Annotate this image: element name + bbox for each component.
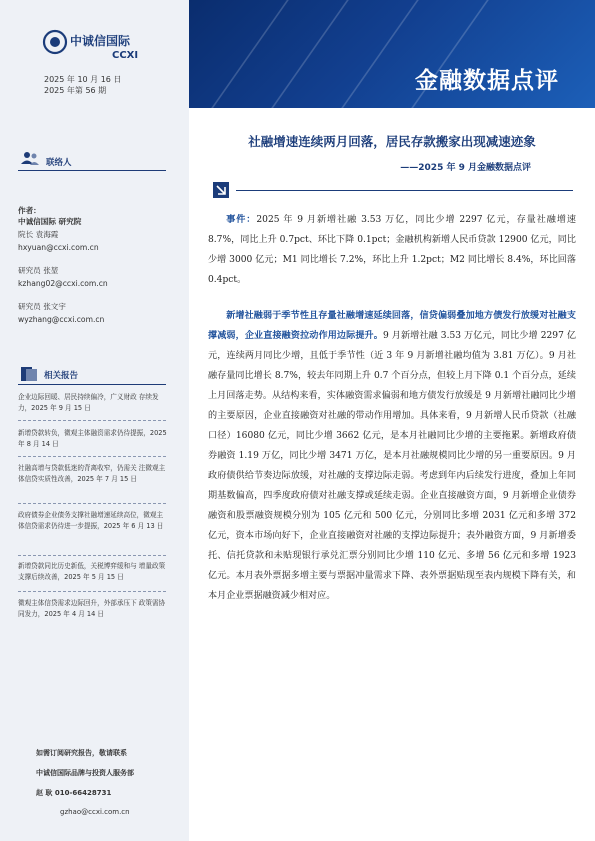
report-date: 2025 年 10 月 16 日 xyxy=(44,75,122,84)
logo-cn-text: 中诚信国际 xyxy=(70,34,131,48)
related-report-item[interactable]: 企业边际回暖、居民持续偏冷，广义财政 存续发力，2025 年 9 月 15 日 xyxy=(18,393,159,412)
related-report-item[interactable]: 社融高增与贷款低迷的背离收窄，仍需关 注微观主体信贷实质性改善，2025 年 7 月 15 日 xyxy=(18,464,166,483)
author-org: 中诚信国际 研究院 xyxy=(18,217,82,226)
related-report-item[interactable]: 新增贷款同比历史新低，关税博弈缓和与 增量政策支撑后续改善，2025 年 5 月 15 日 xyxy=(18,562,166,581)
author-role: 研究员 张文宇 xyxy=(18,302,66,311)
author-label: 作者： xyxy=(18,206,41,215)
contacts-icon xyxy=(20,150,40,168)
report-issue: 2025 年第 56 期 xyxy=(44,86,107,95)
report-separator xyxy=(18,591,166,592)
related-report-item[interactable]: 政府债券企业债务支撑社融增速延续高位，微观主体信贷需求仍待进一步提振，2025 年 6 月 13 日 xyxy=(18,511,164,530)
event-text: 2025 年 9 月新增社融 3.53 万亿，同比少增 2297 亿元，存量社融增速 8.7%，同比上升 0.7pct、环比下降 0.1pct；金融机构新增人民币贷款 12900 亿元，同比少增 3000 亿元；M1 同比增长 7.2%，环比上升 1.2pct；M2 同比增长 8.4%，环比回落 0.4pct。 xyxy=(208,215,576,285)
author-role: 研究员 张堃 xyxy=(18,266,59,275)
related-report-item[interactable]: 微观主体信贷需求边际回升，外部承压下 政策需协同发力，2025 年 4 月 14 日 xyxy=(18,599,166,618)
logo-en-text: CCXI xyxy=(112,50,139,61)
reports-icon xyxy=(20,366,38,382)
event-paragraph xyxy=(208,210,576,290)
author-email[interactable]: kzhang02@ccxi.com.cn xyxy=(18,279,108,288)
author-email[interactable]: wyzhang@ccxi.com.cn xyxy=(18,315,105,324)
related-divider xyxy=(18,384,166,385)
section-marker-icon xyxy=(213,182,229,198)
author-email[interactable]: hxyuan@ccxi.com.cn xyxy=(18,243,99,252)
report-title: 社融增速连续两月回落，居民存款搬家出现减速迹象 xyxy=(248,134,536,149)
report-subtitle: ——2025 年 9 月金融数据点评 xyxy=(400,163,531,173)
logo-mark-icon xyxy=(42,29,68,55)
service-dept: 中诚信国际品牌与投资人服务部 xyxy=(36,769,134,777)
contact-phone: 赵 耿 010-66428731 xyxy=(36,789,112,797)
body-text: 9 月新增社融 3.53 万亿元，同比少增 2297 亿元，连续两月同比少增，且低于季节性（近 3 年 9 月新增社融均值为 3.81 万亿）。9 月社融存量同比增长 8.7%，较去年同期上升 0.7 个百分点，但较上月下降 0.1 个百分点，延续上月回落走势。从结构来看，实体融资需求偏弱和地方债发行放缓是 9 月新增社融同比少增的主要原因，企业直接融资对社融的带动作用增加。具体来看，9 月新增人民币贷款（社融口径）16080 亿元，同比少增 3662 亿元，是本月社融同比少增的主要拖累。新增政府债券融资 1.19 万亿，同比少增 3471 万亿，是本月社融规模同比少增的另一重要原因。9 月政府债供给节奏边际放缓，对社融的支撑边际走弱。考虑到年内后续发行进度，叠加上年同期基数偏高，四季度政府债对社融支撑或延续走弱。企业直接融资方面，9 月新增企业债券融资和股票融资规模分别为 105 亿元和 500 亿元，分别同比多增 2031 亿元和多增 372 亿元，资本市场向好下，企业直接融资对社融的支撑边际提升；表外融资方面，9 月新增委托、信托贷款和未贴现银行承兑汇票分别同比少增 110 亿元、多增 56 亿元和多增 1923 亿元。本月表外票据多增主要与票据冲量需求下降、表外票据贴现至表内规模下降有关，和本月企业票据融资减少相对应。 xyxy=(208,331,576,601)
title-rule xyxy=(236,190,573,191)
report-type-title: 金融数据点评 xyxy=(415,68,559,94)
subscribe-note: 如需订阅研究报告，敬请联系 xyxy=(36,749,127,757)
related-reports-heading: 相关报告 xyxy=(44,371,79,381)
report-separator xyxy=(18,456,166,457)
report-separator xyxy=(18,555,166,556)
event-label: 事件： xyxy=(226,214,257,225)
company-logo xyxy=(42,29,140,73)
contacts-heading: 联络人 xyxy=(46,158,72,168)
related-report-item[interactable]: 新增贷款转负，微观主体融资需求仍待提振，2025 年 8 月 14 日 xyxy=(18,429,167,448)
author-role: 院长 袁海霞 xyxy=(18,230,59,239)
report-separator xyxy=(18,503,166,504)
analysis-paragraph xyxy=(208,306,576,606)
header-banner xyxy=(189,0,595,108)
highlight-text: 新增社融弱于季节性且存量社融增速延续回落，信贷偏弱叠加地方债发行放缓对社融支撑减弱，企业直接融资拉动作用边际提升。 xyxy=(208,310,576,341)
contact-email[interactable]: gzhao@ccxi.com.cn xyxy=(60,808,130,816)
report-separator xyxy=(18,420,166,421)
contacts-divider xyxy=(18,170,166,171)
